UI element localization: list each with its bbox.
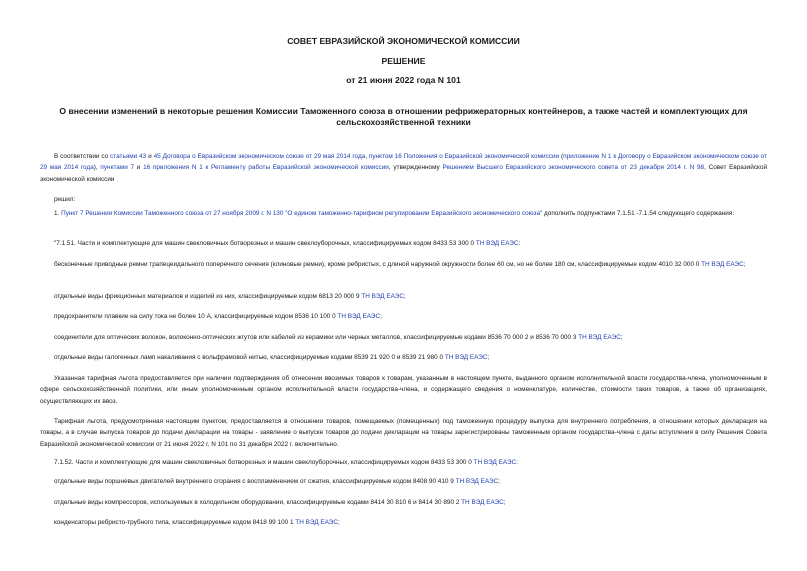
list-item-lamps: отдельные виды галогенных ламп накаливания с вольфрамовой нитью, классифицируемые кодами 8539 21 920 0 и 8539 21 980 0 ТН ВЭД ЕАЭС; bbox=[54, 354, 490, 361]
list-item-compressors: отдельные виды компрессоров, используемых в холодильном оборудовании, классифицируемые кодами 8414 30 810 6 и 8414 30 890 2 ТН ВЭД ЕАЭС; bbox=[54, 499, 506, 506]
preamble-paragraph: В соответствии со статьями 43 и 45 Договора о Евразийском экономическом союзе от 29 мая 2014 года, пунктом 16 Положения о Евразийской экономической комиссии (приложение N 1 к Договору о Евразийском экономическом союзе от 29 мая 2014 года), пунктами 7 и 16 приложения N 1 к Регламенту работы Евразийской экономической комиссии, утвержденному Решением Высшего Евразийского экономического совета от 23 декабря 2014 г. N 98, Совет Евразийской экономической комиссии bbox=[40, 153, 768, 183]
link-treaty-annex-1[interactable]: приложение N 1 к Договору о Евразийском экономическом союзе от 29 мая 2014 года bbox=[40, 153, 768, 172]
document-subject: О внесении изменений в некоторые решения Комиссии Таможенного союза в отношении рефрижераторных контейнеров, а также частей и комплектующих для сельскохозяйственной техники bbox=[59, 106, 748, 127]
list-item-condensers: конденсаторы ребристо-трубного типа, классифицируемые кодом 8418 99 100 1 ТН ВЭД ЕАЭС; bbox=[54, 519, 340, 526]
condition-paragraph-2: Тарифная льгота, предусмотренная настоящим пунктом, предоставляется в отношении товаров, помещаемых (помещенных) под таможенную процедуру выпуска для внутреннего потребления, в отношении которых декларация на товары, а в случае выпуска товаров до подачи декларации на товары - заявление о выпуске товаров до подачи декларации на товары зарегистрированы таможенным органом государства-члена с даты вступления в силу Решения Совета Евразийской экономической комиссии от 21 июня 2022 г. N 101 по 31 декабря 2022 г. включительно. bbox=[40, 418, 767, 448]
tnved-link[interactable]: ТН ВЭД ЕАЭС bbox=[578, 334, 621, 341]
list-item-friction: отдельные виды фрикционных материалов и изделий из них, классифицируемые кодом 6813 20 000 9 ТН ВЭД ЕАЭС; bbox=[54, 293, 406, 300]
link-rules-annex-16[interactable]: 16 приложения N 1 к Регламенту работы Евразийской экономической комиссии bbox=[143, 164, 389, 172]
link-eaeu-treaty[interactable]: 45 Договора о Евразийском экономическом союзе от 29 мая 2014 года bbox=[153, 153, 366, 160]
item-1-paragraph: 1. Пункт 7 Решения Комиссии Таможенного союза от 27 ноября 2009 г. N 130 "О едином таможенно-тарифном регулировании Евразийского экономического союза" дополнить подпунктами 7.1.51 -7.1.54 следующего содержания: bbox=[54, 210, 735, 217]
tnved-link[interactable]: ТН ВЭД ЕАЭС bbox=[337, 313, 381, 320]
document-type: РЕШЕНИЕ bbox=[381, 56, 426, 66]
link-supreme-council-decision-98[interactable]: Решением Высшего Евразийского экономического совета от 23 декабря 2014 г. N 98 bbox=[442, 164, 705, 172]
tnved-link[interactable]: ТН ВЭД ЕАЭС bbox=[361, 293, 404, 300]
tnved-link[interactable]: ТН ВЭД ЕАЭС bbox=[444, 354, 488, 361]
list-item-belts: бесконечные приводные ремни трапецеидального поперечного сечения (клиновые ремни), кроме ребристых, с длиной наружной окружности более 60 см, но не более 180 см, классифицируемые кодом 4010 32 000 0 ТН ВЭД ЕАЭС; bbox=[54, 261, 746, 268]
subitem-7-1-52: 7.1.52. Части и комплектующие для машин свекловичных ботворезных и машин свеклоуборочных, классифицируемых кодом 8433 53 300 0 ТН ВЭД ЕАЭС: bbox=[54, 459, 518, 466]
tnved-link[interactable]: ТН ВЭД ЕАЭС bbox=[475, 240, 519, 247]
document-date-number: от 21 июня 2022 года N 101 bbox=[346, 75, 461, 85]
list-item-fuses: предохранители плавкие на силу тока не более 10 А, классифицируемые кодом 8536 10 100 0 ТН ВЭД ЕАЭС; bbox=[54, 313, 382, 320]
tnved-link[interactable]: ТН ВЭД ЕАЭС bbox=[455, 478, 499, 485]
list-item-connectors: соединители для оптических волокон, волоконно-оптических жгутов или кабелей из керамики или черных металлов, классифицируемые кодами 8536 70 000 2 и 8536 70 000 3 ТН ВЭД ЕАЭС; bbox=[54, 334, 623, 341]
link-articles-43[interactable]: статьями 43 bbox=[110, 153, 147, 160]
subitem-7-1-51: "7.1.51. Части и комплектующие для машин свекловичных ботворезных и машин свеклоуборочных, классифицируемых кодом 8433 53 300 0 ТН ВЭД ЕАЭС: bbox=[54, 240, 521, 247]
tnved-link[interactable]: ТН ВЭД ЕАЭС bbox=[473, 459, 517, 466]
tnved-link[interactable]: ТН ВЭД ЕАЭС bbox=[461, 499, 504, 506]
link-decision-130[interactable]: Пункт 7 Решения Комиссии Таможенного союза от 27 ноября 2009 г. N 130 "О едином таможенно-тарифном регулировании Евразийского экономического союза" bbox=[61, 210, 543, 217]
council-title: СОВЕТ ЕВРАЗИЙСКОЙ ЭКОНОМИЧЕСКОЙ КОМИССИИ bbox=[287, 36, 520, 46]
link-commission-regulation-p16[interactable]: пунктом 16 Положения о Евразийской экономической комиссии bbox=[368, 153, 560, 160]
resolved-label: решил: bbox=[54, 196, 76, 203]
condition-paragraph-1: Указанная тарифная льгота предоставляется при наличии подтверждения об отнесении ввозимых товаров к товарам, указанным в настоящем пункте, выданного органом исполнительной власти государства-члена, уполномоченным в сфере сельскохозяйственной политики, или иным уполномоченным органом исполнительной власти государства-члена, и содержащего сведения о номенклатуре, количестве, стоимости таких товаров, а также об организациях, осуществляющих их ввоз. bbox=[40, 375, 767, 405]
link-points-7[interactable]: пунктами 7 bbox=[100, 164, 135, 172]
list-item-pistons: отдельные виды поршневых двигателей внутреннего сгорания с воспламенением от сжатия, классифицируемые кодом 8408 90 410 9 ТН ВЭД ЕАЭС; bbox=[54, 478, 500, 485]
tnved-link[interactable]: ТН ВЭД ЕАЭС bbox=[295, 519, 338, 526]
tnved-link[interactable]: ТН ВЭД ЕАЭС bbox=[701, 261, 744, 268]
